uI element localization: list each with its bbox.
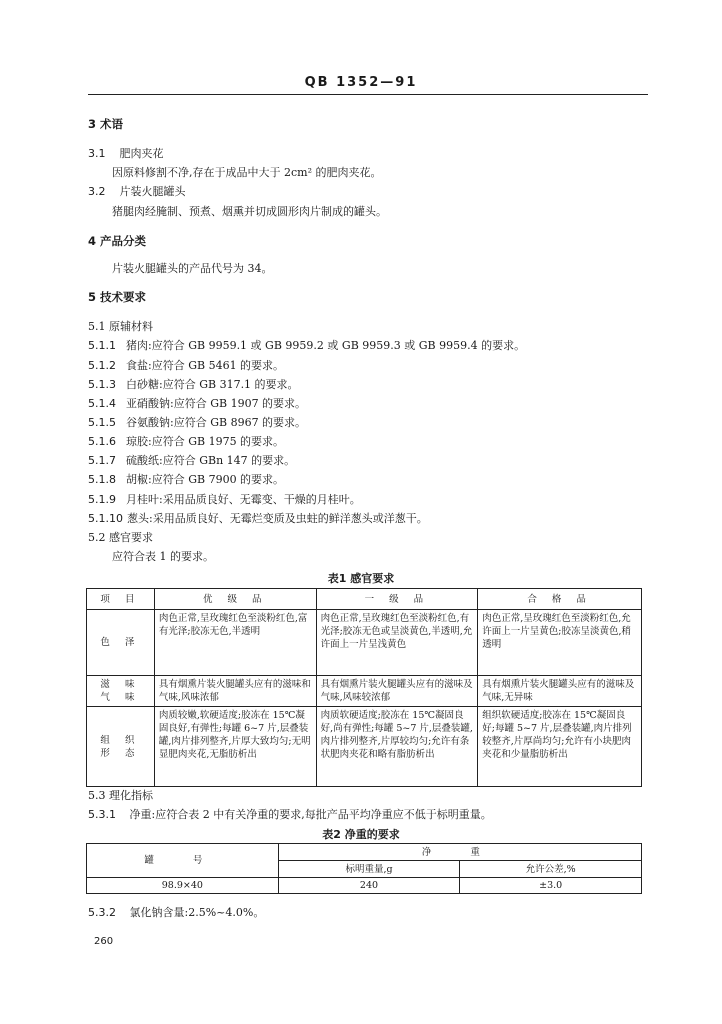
page-number: 260 (94, 936, 114, 947)
table-cell: 具有烟熏片装火腿罐头应有的滋味及气味,无异味 (478, 676, 642, 707)
table-2-caption: 表2 净重的要求 (322, 828, 400, 841)
list-item (88, 339, 525, 353)
item-text: 胡椒:应符合 GB 7900 的要求。 (126, 473, 285, 486)
column-header: 优 级 品 (154, 589, 316, 610)
table-row (87, 610, 642, 676)
item-text: 琼胶:应符合 GB 1975 的要求。 (126, 435, 285, 448)
section-5-3-2-text: 氯化钠含量:2.5%~4.0%。 (129, 906, 265, 919)
item-number: 5.1.2 (88, 359, 116, 372)
item-text: 谷氨酸钠:应符合 GB 8967 的要求。 (126, 416, 307, 429)
column-header: 项 目 (87, 589, 155, 610)
section-5-3-1 (88, 808, 492, 822)
section-3-1-text: 因原料修割不净,存在于成品中大于 2cm² 的肥肉夹花。 (112, 166, 382, 179)
section-4-text: 片装火腿罐头的产品代号为 34。 (112, 262, 273, 275)
column-header-can-number: 罐 号 (87, 844, 279, 878)
section-4-title: 4 产品分类 (88, 234, 147, 248)
section-3-1-title: 肥肉夹花 (119, 147, 164, 160)
table-cell: 肉色正常,呈玫瑰红色至淡粉红色,允许面上一片呈黄色;胶冻呈淡黄色,稍透明 (478, 610, 642, 676)
item-number: 5.1.8 (88, 473, 116, 486)
section-5-title: 5 技术要求 (88, 290, 147, 304)
column-header-marked-weight: 标明重量,g (278, 861, 460, 878)
item-text: 亚硝酸钠:应符合 GB 1907 的要求。 (126, 397, 307, 410)
section-number: 3.2 (88, 185, 106, 198)
list-item (88, 512, 428, 526)
table-cell: ±3.0 (460, 878, 642, 894)
table-row (87, 878, 642, 894)
list-item (88, 359, 284, 373)
column-header-tolerance: 允许公差,% (460, 861, 642, 878)
item-number: 5.1.4 (88, 397, 116, 410)
section-5-3-1-text: 净重:应符合表 2 中有关净重的要求,每批产品平均净重应不低于标明重量。 (129, 808, 492, 821)
list-item (88, 493, 361, 507)
section-5-2-heading: 5.2 感官要求 (88, 531, 153, 544)
table-header-row (87, 589, 642, 610)
row-label: 滋 味 气 味 (87, 676, 155, 707)
item-text: 硫酸纸:应符合 GBn 147 的要求。 (126, 454, 296, 467)
table-cell: 肉色正常,呈玫瑰红色至淡粉红色,富有光泽;胶冻无色,半透明 (154, 610, 316, 676)
section-3-title: 3 术语 (88, 117, 124, 131)
table-row (87, 676, 642, 707)
list-item (88, 397, 306, 411)
table-row (87, 707, 642, 787)
item-number: 5.1.3 (88, 378, 116, 391)
section-5-2-text: 应符合表 1 的要求。 (112, 550, 214, 563)
item-number: 5.1.1 (88, 339, 116, 352)
item-text: 猪肉:应符合 GB 9959.1 或 GB 9959.2 或 GB 9959.3 或 GB 9959.4 的要求。 (126, 339, 526, 352)
table-cell: 具有烟熏片装火腿罐头应有的滋味和气味,风味浓郁 (154, 676, 316, 707)
standard-header: QB 1352—91 (304, 75, 418, 90)
list-item (88, 378, 299, 392)
table-header-row (87, 844, 642, 861)
section-3-2-title: 片装火腿罐头 (119, 185, 186, 198)
table-cell: 肉色正常,呈玫瑰红色至淡粉红色,有光泽;胶冻无色或呈淡黄色,半透明,允许面上一片呈浅黄色 (316, 610, 478, 676)
table-cell: 组织软硬适度;胶冻在 15℃凝固良好;每罐 5~7 片,层叠装罐,肉片排列较整齐,片厚尚均匀;允许有小块肥肉夹花和少量脂肪析出 (478, 707, 642, 787)
column-header: 合 格 品 (478, 589, 642, 610)
list-item (88, 416, 306, 430)
item-number: 5.1.10 (88, 512, 123, 525)
row-label: 色 泽 (87, 610, 155, 676)
list-item (88, 435, 284, 449)
table-cell: 98.9×40 (87, 878, 279, 894)
section-5-1-heading: 5.1 原辅材料 (88, 320, 153, 333)
section-3-2-text: 猪腿肉经腌制、预煮、烟熏并切成圆形肉片制成的罐头。 (112, 205, 387, 218)
net-weight-table (86, 843, 642, 894)
list-item (88, 473, 284, 487)
item-text: 葱头:采用品质良好、无霉烂变质及虫蛀的鲜洋葱头或洋葱干。 (127, 512, 428, 525)
section-5-3-2 (88, 906, 264, 920)
item-number: 5.1.7 (88, 454, 116, 467)
item-number: 5.1.5 (88, 416, 116, 429)
sensory-requirements-table (86, 588, 642, 787)
table-1-caption: 表1 感官要求 (327, 572, 395, 585)
section-number: 5.3.1 (88, 808, 116, 821)
header-rule (88, 94, 648, 95)
item-text: 食盐:应符合 GB 5461 的要求。 (126, 359, 285, 372)
item-number: 5.1.6 (88, 435, 116, 448)
section-3-2-heading (88, 185, 186, 199)
item-text: 月桂叶:采用品质良好、无霉变、干燥的月桂叶。 (126, 493, 361, 506)
section-3-1-heading (88, 147, 164, 161)
item-number: 5.1.9 (88, 493, 116, 506)
table-cell: 具有烟熏片装火腿罐头应有的滋味及气味,风味较浓郁 (316, 676, 478, 707)
item-text: 白砂糖:应符合 GB 317.1 的要求。 (126, 378, 299, 391)
list-item (88, 454, 295, 468)
table-cell: 240 (278, 878, 460, 894)
column-header-net-weight: 净 重 (278, 844, 641, 861)
table-cell: 肉质较嫩,软硬适度;胶冻在 15℃凝固良好,有弹性;每罐 6~7 片,层叠装罐,肉片排列整齐,片厚大致均匀;无明显肥肉夹花,无脂肪析出 (154, 707, 316, 787)
section-number: 5.3.2 (88, 906, 116, 919)
row-label: 组 织 形 态 (87, 707, 155, 787)
section-5-3-heading: 5.3 理化指标 (88, 789, 153, 802)
column-header: 一 级 品 (316, 589, 478, 610)
table-cell: 肉质软硬适度;胶冻在 15℃凝固良好,尚有弹性;每罐 5~7 片,层叠装罐,肉片排列整齐,片厚较均匀;允许有条状肥肉夹花和略有脂肪析出 (316, 707, 478, 787)
section-number: 3.1 (88, 147, 106, 160)
